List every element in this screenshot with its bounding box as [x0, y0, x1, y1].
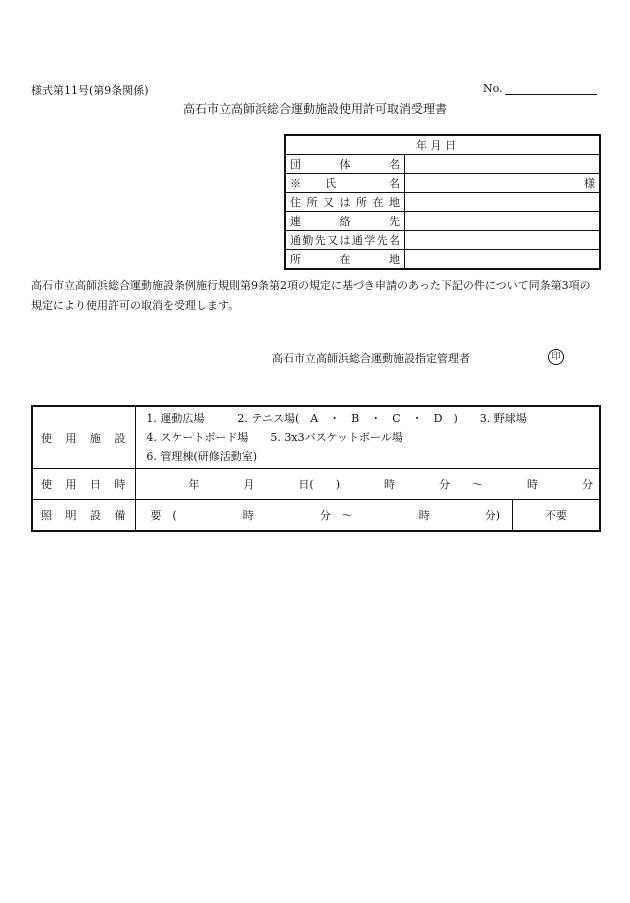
date-year: 年 [416, 139, 427, 152]
applicant-row [285, 155, 600, 174]
name-field[interactable]: 様 [405, 174, 601, 193]
workplace-label: 通勤先又は通学先名 [285, 231, 405, 250]
contact-field[interactable] [405, 212, 601, 231]
facility-option-line[interactable]: 1. 運動広場 2. テニス場( A ・ B ・ C ・ D ) 3. 野球場 [146, 412, 527, 425]
location-field[interactable] [405, 250, 601, 270]
manager-title: 高石市立高師浜総合運動施設指定管理者 [272, 352, 470, 365]
datetime-field[interactable]: 年 月 日( ) 時 分 ～ 時 分 [136, 469, 600, 500]
document-title: 高石市立高師浜総合運動施設使用許可取消受理書 [182, 102, 447, 116]
applicant-table [284, 134, 601, 270]
address-field[interactable] [405, 193, 601, 212]
applicant-row [285, 231, 600, 250]
facility-row [32, 406, 600, 469]
datetime-row [32, 469, 600, 500]
lighting-label: 照明設備 [32, 500, 136, 532]
address-label: 住所又は所在地 [285, 193, 405, 212]
no-blank-line [505, 83, 597, 95]
seal-icon: 印 [548, 349, 564, 365]
no-label: No. [483, 82, 503, 95]
contact-label: 連 絡 先 [285, 212, 405, 231]
form-number: 様式第11号(第9条関係) [31, 84, 149, 97]
group-name-field[interactable] [405, 155, 601, 174]
datetime-label: 使用日時 [32, 469, 136, 500]
date-cell [285, 135, 600, 155]
facility-option-line[interactable]: 6. 管理棟(研修活動室) [146, 450, 257, 463]
workplace-field[interactable] [405, 231, 601, 250]
facility-option-line[interactable]: 4. スケートボード場 5. 3x3バスケットボール場 [146, 431, 403, 444]
applicant-row [285, 174, 600, 193]
applicant-row [285, 193, 600, 212]
facility-table [31, 405, 601, 532]
document-number [483, 82, 597, 95]
facility-label: 使用施設 [32, 406, 136, 469]
lighting-not-required-field[interactable]: 不要 [513, 500, 601, 532]
group-name-label: 団 体 名 [285, 155, 405, 174]
body-text: 高石市立高師浜総合運動施設条例施行規則第9条第2項の規定に基づき申請のあった下記の件について同条第3項の規定により使用許可の取消を受理します。 [31, 279, 591, 312]
name-label: ※ 氏 名 [285, 174, 405, 193]
date-month: 月 [430, 139, 442, 152]
date-day: 日 [445, 139, 456, 152]
location-label: 所 在 地 [285, 250, 405, 270]
lighting-row [32, 500, 600, 532]
applicant-row [285, 212, 600, 231]
facility-options [136, 406, 600, 469]
lighting-required-field[interactable]: 要 ( 時 分 ～ 時 分) [136, 500, 513, 532]
applicant-row [285, 250, 600, 270]
date-row [285, 135, 600, 155]
